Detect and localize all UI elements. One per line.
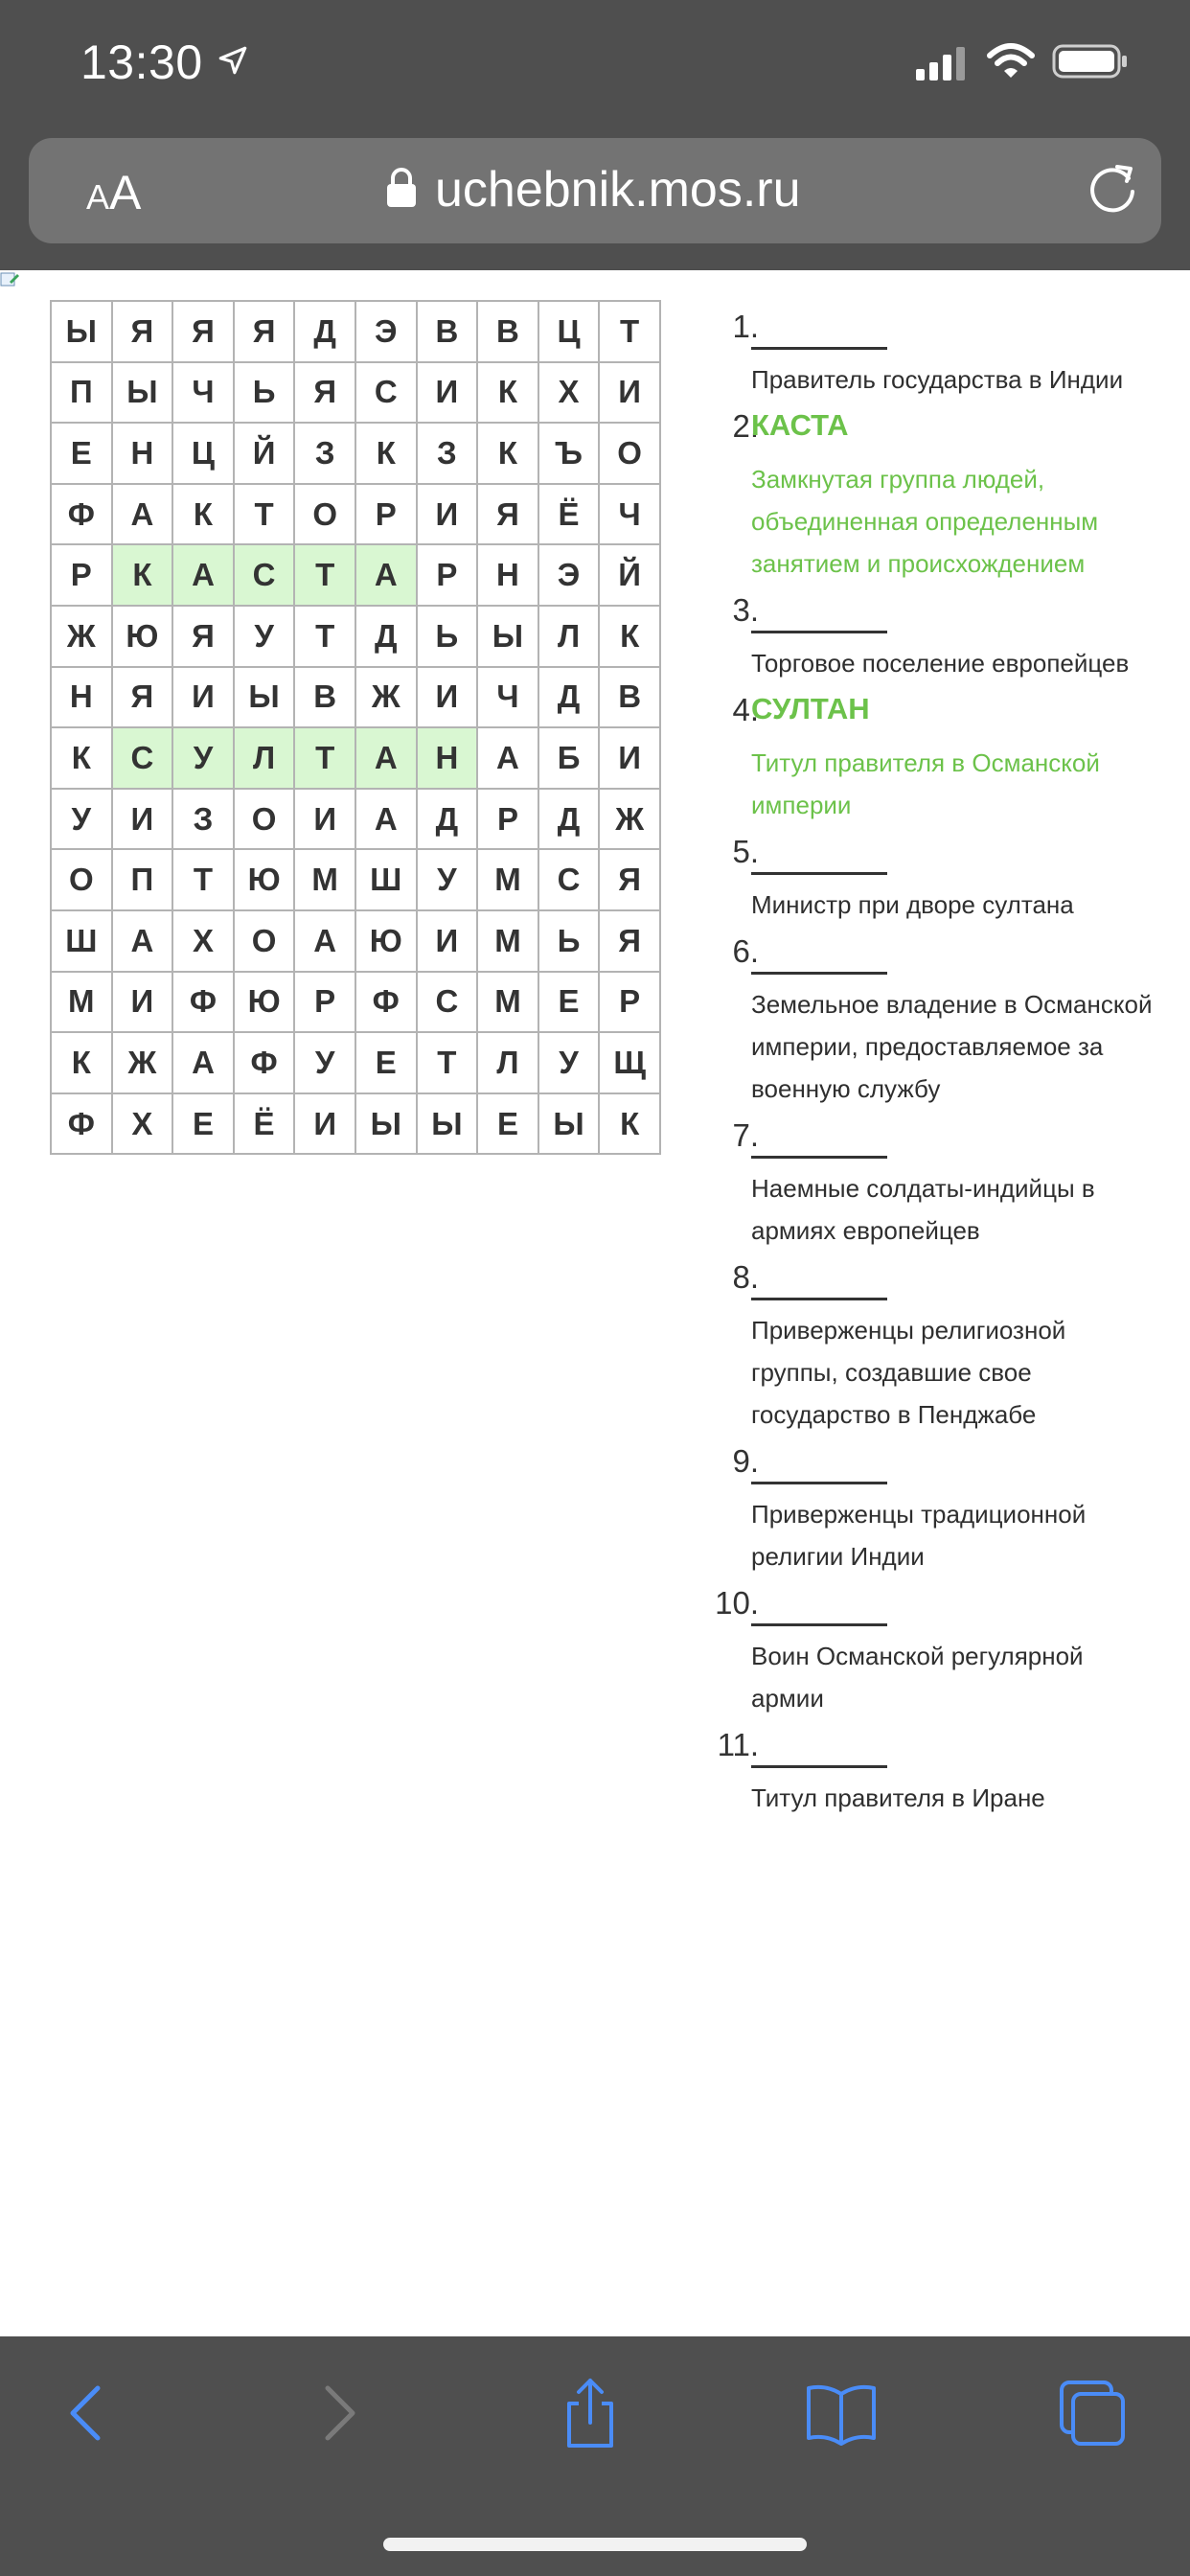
grid-cell[interactable]: Х xyxy=(172,910,234,972)
clue-description-line: военную службу xyxy=(751,1074,941,1103)
reload-icon[interactable] xyxy=(1083,159,1142,218)
grid-row xyxy=(51,849,660,910)
grid-row xyxy=(51,544,660,606)
grid-cell[interactable]: Р xyxy=(294,972,355,1033)
grid-cell[interactable]: Р xyxy=(51,544,112,606)
grid-cell[interactable]: Я xyxy=(112,301,173,362)
grid-cell[interactable]: К xyxy=(477,362,538,424)
grid-cell[interactable]: А xyxy=(112,910,173,972)
grid-cell[interactable]: Р xyxy=(599,972,660,1033)
clue-description-line: империи xyxy=(751,791,852,819)
grid-cell[interactable]: О xyxy=(294,484,355,545)
clue-number: 3. xyxy=(732,592,759,628)
grid-cell[interactable]: Ц xyxy=(538,301,600,362)
grid-cell[interactable]: Я xyxy=(477,484,538,545)
grid-cell[interactable]: М xyxy=(294,849,355,910)
grid-cell[interactable]: Д xyxy=(294,301,355,362)
clue-answer: КАСТА xyxy=(751,408,849,442)
grid-cell[interactable]: О xyxy=(51,849,112,910)
document-edit-icon xyxy=(0,270,21,289)
grid-cell[interactable]: Я xyxy=(599,849,660,910)
battery-icon xyxy=(1052,42,1129,80)
grid-cell[interactable]: Ш xyxy=(355,849,417,910)
clue-description-line: армиях европейцев xyxy=(751,1216,980,1245)
grid-cell[interactable]: Ъ xyxy=(538,423,600,484)
grid-row xyxy=(51,301,660,362)
grid-cell[interactable]: Ж xyxy=(112,1032,173,1093)
clue-description-line: Воин Османской регулярной xyxy=(751,1642,1084,1670)
grid-cell[interactable]: З xyxy=(417,423,478,484)
grid-cell[interactable]: О xyxy=(234,789,295,850)
grid-cell[interactable]: К xyxy=(172,484,234,545)
clue-description xyxy=(751,358,1182,401)
grid-cell[interactable]: Т xyxy=(599,301,660,362)
answer-blank[interactable] xyxy=(751,1298,887,1300)
grid-cell[interactable]: Е xyxy=(538,972,600,1033)
grid-cell[interactable]: Е xyxy=(355,1032,417,1093)
grid-cell[interactable]: Ж xyxy=(51,606,112,667)
grid-cell[interactable]: И xyxy=(294,789,355,850)
grid-cell[interactable]: Л xyxy=(234,727,295,789)
grid-cell[interactable]: Ю xyxy=(234,972,295,1033)
grid-cell[interactable]: О xyxy=(599,423,660,484)
grid-cell[interactable]: Е xyxy=(172,1093,234,1155)
url-text[interactable]: uchebnik.mos.ru xyxy=(435,162,801,218)
clue-number: 4. xyxy=(732,692,759,727)
grid-cell[interactable]: Ф xyxy=(355,972,417,1033)
grid-cell[interactable]: Р xyxy=(355,484,417,545)
grid-cell[interactable]: Ю xyxy=(355,910,417,972)
grid-cell[interactable]: З xyxy=(172,789,234,850)
grid-cell[interactable]: Щ xyxy=(599,1032,660,1093)
clue-description xyxy=(751,1167,1182,1252)
grid-cell[interactable]: И xyxy=(417,362,478,424)
grid-cell[interactable]: А xyxy=(355,727,417,789)
grid-cell[interactable]: М xyxy=(477,910,538,972)
grid-cell[interactable]: Я xyxy=(172,301,234,362)
grid-cell[interactable]: И xyxy=(172,667,234,728)
grid-cell[interactable]: Л xyxy=(477,1032,538,1093)
grid-cell[interactable]: Ц xyxy=(172,423,234,484)
lock-icon xyxy=(385,167,418,209)
clue-number: 10. xyxy=(715,1585,759,1621)
grid-cell[interactable]: И xyxy=(599,727,660,789)
clue-description-line: занятием и происхождением xyxy=(751,549,1086,578)
grid-cell[interactable]: Я xyxy=(234,301,295,362)
clue-number: 7. xyxy=(732,1117,759,1153)
address-bar[interactable] xyxy=(29,138,1161,243)
clue-number: 5. xyxy=(732,834,759,869)
grid-cell[interactable]: Х xyxy=(538,362,600,424)
grid-row xyxy=(51,727,660,789)
grid-row xyxy=(51,423,660,484)
grid-cell[interactable]: У xyxy=(538,1032,600,1093)
grid-cell[interactable]: Ф xyxy=(51,484,112,545)
grid-cell[interactable]: А xyxy=(355,544,417,606)
answer-blank[interactable] xyxy=(751,347,887,350)
clue-description-line: армии xyxy=(751,1684,824,1713)
grid-cell[interactable]: Ы xyxy=(112,362,173,424)
clue-description xyxy=(751,742,1182,826)
answer-blank[interactable] xyxy=(751,1765,887,1768)
grid-cell[interactable]: Ю xyxy=(234,849,295,910)
grid-cell[interactable]: Т xyxy=(234,484,295,545)
grid-cell[interactable]: У xyxy=(294,1032,355,1093)
clue-description xyxy=(751,983,1182,1110)
grid-cell[interactable]: С xyxy=(417,972,478,1033)
grid-cell[interactable]: С xyxy=(538,849,600,910)
grid-cell[interactable]: Ы xyxy=(234,667,295,728)
reader-aa-button[interactable]: AA xyxy=(86,166,142,219)
grid-cell[interactable]: Ф xyxy=(234,1032,295,1093)
grid-cell[interactable]: В xyxy=(477,301,538,362)
grid-cell[interactable]: Ы xyxy=(355,1093,417,1155)
clue-description xyxy=(751,458,1182,585)
clue-description-line: Министр при дворе султана xyxy=(751,890,1074,919)
grid-cell[interactable]: Ё xyxy=(234,1093,295,1155)
grid-cell[interactable]: Я xyxy=(599,910,660,972)
grid-cell[interactable]: И xyxy=(417,484,478,545)
clue-description xyxy=(751,1309,1182,1436)
grid-cell[interactable]: Ь xyxy=(234,362,295,424)
grid-cell[interactable]: У xyxy=(51,789,112,850)
grid-cell[interactable]: Я xyxy=(172,606,234,667)
grid-cell[interactable]: И xyxy=(112,789,173,850)
grid-cell[interactable]: К xyxy=(355,423,417,484)
clue-description-line: Приверженцы религиозной xyxy=(751,1316,1066,1345)
grid-cell[interactable]: Н xyxy=(112,423,173,484)
clue-description-line: Титул правителя в Иране xyxy=(751,1783,1045,1812)
grid-cell[interactable]: Ф xyxy=(51,1093,112,1155)
bookmarks-icon[interactable] xyxy=(803,2375,880,2451)
grid-cell[interactable]: Б xyxy=(538,727,600,789)
grid-cell[interactable]: Т xyxy=(294,544,355,606)
grid-cell[interactable]: Ы xyxy=(538,1093,600,1155)
clue-description-line: Титул правителя в Османской xyxy=(751,748,1100,777)
grid-cell[interactable]: М xyxy=(477,849,538,910)
grid-cell[interactable]: И xyxy=(417,667,478,728)
grid-cell[interactable]: Р xyxy=(417,544,478,606)
grid-cell[interactable]: П xyxy=(112,849,173,910)
grid-cell[interactable]: А xyxy=(112,484,173,545)
grid-cell[interactable]: А xyxy=(172,1032,234,1093)
clue-description-line: империи, предоставляемое за xyxy=(751,1032,1104,1061)
forward-icon[interactable] xyxy=(299,2375,376,2451)
grid-cell[interactable]: Л xyxy=(538,606,600,667)
grid-cell[interactable]: И xyxy=(112,972,173,1033)
grid-row xyxy=(51,910,660,972)
grid-cell[interactable]: Й xyxy=(234,423,295,484)
grid-cell[interactable]: К xyxy=(51,727,112,789)
clue-description-line: Правитель государства в Индии xyxy=(751,365,1124,394)
clue-description-line: Наемные солдаты-индийцы в xyxy=(751,1174,1095,1203)
clue-description-line: группы, создавшие свое xyxy=(751,1358,1032,1387)
grid-cell[interactable]: Ш xyxy=(51,910,112,972)
grid-cell[interactable]: Р xyxy=(477,789,538,850)
grid-cell[interactable]: Ч xyxy=(599,484,660,545)
grid-row xyxy=(51,667,660,728)
grid-cell[interactable]: Ч xyxy=(172,362,234,424)
grid-cell[interactable]: И xyxy=(294,1093,355,1155)
grid-cell[interactable]: Н xyxy=(417,727,478,789)
browser-top-chrome xyxy=(0,0,1190,270)
grid-cell[interactable]: Д xyxy=(417,789,478,850)
answer-blank[interactable] xyxy=(751,872,887,875)
word-search-grid xyxy=(50,300,661,1155)
grid-cell[interactable]: А xyxy=(477,727,538,789)
clue-number: 11. xyxy=(717,1727,759,1762)
grid-row xyxy=(51,1032,660,1093)
grid-cell[interactable]: Ж xyxy=(599,789,660,850)
grid-row xyxy=(51,972,660,1033)
clue-number: 6. xyxy=(732,933,759,969)
grid-cell[interactable]: С xyxy=(355,362,417,424)
grid-cell[interactable]: А xyxy=(172,544,234,606)
grid-cell[interactable]: Д xyxy=(355,606,417,667)
clue-description-line: государство в Пенджабе xyxy=(751,1400,1037,1429)
answer-blank[interactable] xyxy=(751,1623,887,1626)
clue-description-line: объединенная определенным xyxy=(751,507,1099,536)
answer-blank[interactable] xyxy=(751,1482,887,1484)
grid-cell[interactable]: Т xyxy=(294,727,355,789)
clue-description-line: Замкнутая группа людей, xyxy=(751,465,1045,494)
clue-description xyxy=(751,884,1182,926)
grid-cell[interactable]: З xyxy=(294,423,355,484)
grid-cell[interactable]: И xyxy=(599,362,660,424)
grid-cell[interactable]: У xyxy=(417,849,478,910)
grid-row xyxy=(51,606,660,667)
grid-cell[interactable]: О xyxy=(234,910,295,972)
grid-cell[interactable]: В xyxy=(417,301,478,362)
grid-cell[interactable]: Ё xyxy=(538,484,600,545)
grid-cell[interactable]: К xyxy=(599,606,660,667)
tabs-icon[interactable] xyxy=(1054,2375,1131,2451)
grid-row xyxy=(51,484,660,545)
grid-cell[interactable]: Э xyxy=(355,301,417,362)
grid-cell[interactable]: Ы xyxy=(477,606,538,667)
grid-cell[interactable]: Е xyxy=(477,1093,538,1155)
grid-cell[interactable]: Д xyxy=(538,789,600,850)
page-content xyxy=(0,270,1190,2336)
grid-cell[interactable]: Ж xyxy=(355,667,417,728)
grid-cell[interactable]: Ы xyxy=(417,1093,478,1155)
grid-cell[interactable]: Х xyxy=(112,1093,173,1155)
clue-description-line: Приверженцы традиционной xyxy=(751,1500,1087,1529)
clue-number: 8. xyxy=(732,1259,759,1295)
clue-description xyxy=(751,642,1182,684)
grid-cell[interactable]: П xyxy=(51,362,112,424)
answer-blank[interactable] xyxy=(751,1156,887,1159)
grid-row xyxy=(51,789,660,850)
grid-cell[interactable]: У xyxy=(234,606,295,667)
clue-description xyxy=(751,1493,1182,1577)
grid-cell[interactable]: Ч xyxy=(477,667,538,728)
grid-cell[interactable]: Ф xyxy=(172,972,234,1033)
grid-cell[interactable]: С xyxy=(234,544,295,606)
grid-cell[interactable]: Н xyxy=(51,667,112,728)
grid-cell[interactable]: Ь xyxy=(538,910,600,972)
home-indicator[interactable] xyxy=(383,2538,807,2551)
grid-cell[interactable]: К xyxy=(51,1032,112,1093)
grid-cell[interactable]: Е xyxy=(51,423,112,484)
answer-blank[interactable] xyxy=(751,972,887,975)
clue-number: 2. xyxy=(732,408,759,444)
grid-cell[interactable]: Т xyxy=(294,606,355,667)
grid-cell[interactable]: М xyxy=(51,972,112,1033)
grid-cell[interactable]: Ы xyxy=(51,301,112,362)
grid-cell[interactable]: У xyxy=(172,727,234,789)
grid-cell[interactable]: Н xyxy=(477,544,538,606)
grid-cell[interactable]: С xyxy=(112,727,173,789)
grid-cell[interactable]: А xyxy=(294,910,355,972)
grid-cell[interactable]: А xyxy=(355,789,417,850)
clue-description-line: Торговое поселение европейцев xyxy=(751,649,1130,678)
grid-cell[interactable]: Я xyxy=(294,362,355,424)
status-time: 13:30 xyxy=(80,35,203,89)
grid-cell[interactable]: И xyxy=(417,910,478,972)
grid-cell[interactable]: К xyxy=(112,544,173,606)
grid-cell[interactable]: Я xyxy=(112,667,173,728)
clue-description-line: Земельное владение в Османской xyxy=(751,990,1153,1019)
clue-number: 9. xyxy=(732,1443,759,1479)
clue-answer: СУЛТАН xyxy=(751,692,870,725)
grid-cell[interactable]: К xyxy=(477,423,538,484)
back-icon[interactable] xyxy=(50,2375,126,2451)
grid-cell[interactable]: В xyxy=(294,667,355,728)
grid-row xyxy=(51,1093,660,1155)
clue-description xyxy=(751,1777,1182,1819)
grid-cell[interactable]: Т xyxy=(417,1032,478,1093)
grid-cell[interactable]: М xyxy=(477,972,538,1033)
location-arrow-icon xyxy=(217,44,249,77)
clue-number: 1. xyxy=(732,309,759,344)
grid-cell[interactable]: Э xyxy=(538,544,600,606)
cellular-signal-icon xyxy=(916,46,968,80)
wifi-icon xyxy=(987,42,1035,80)
answer-blank[interactable] xyxy=(751,631,887,633)
grid-cell[interactable]: К xyxy=(599,1093,660,1155)
grid-cell[interactable]: В xyxy=(599,667,660,728)
grid-cell[interactable]: Ь xyxy=(417,606,478,667)
grid-cell[interactable]: Т xyxy=(172,849,234,910)
share-icon[interactable] xyxy=(552,2375,629,2451)
clue-description-line: религии Индии xyxy=(751,1542,925,1571)
grid-cell[interactable]: Ю xyxy=(112,606,173,667)
grid-cell[interactable]: Й xyxy=(599,544,660,606)
grid-cell[interactable]: Д xyxy=(538,667,600,728)
clue-description xyxy=(751,1635,1182,1719)
grid-row xyxy=(51,362,660,424)
